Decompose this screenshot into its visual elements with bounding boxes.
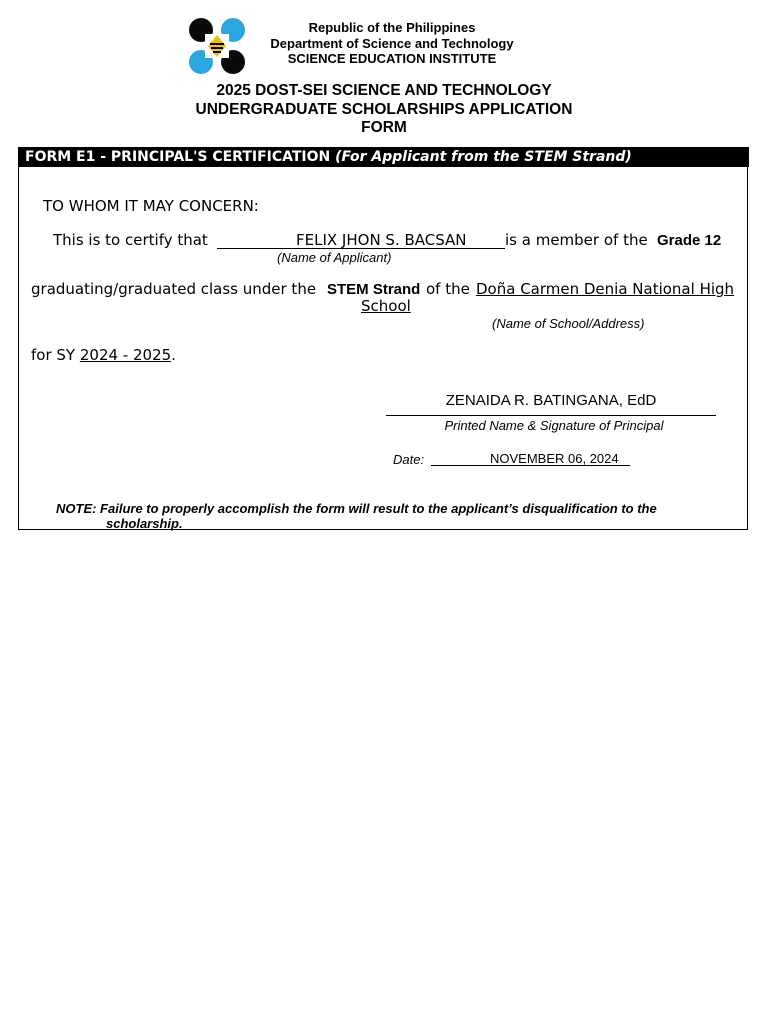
class-prefix: graduating/graduated class under the: [31, 280, 317, 298]
sy-prefix: for SY: [31, 346, 76, 364]
title-line-2: UNDERGRADUATE SCHOLARSHIPS APPLICATION: [195, 101, 573, 118]
school-name-line-1: Doña Carmen Denia National High: [476, 280, 735, 298]
form-section-label: FORM E1 - PRINCIPAL'S CERTIFICATION: [25, 149, 336, 165]
certify-prefix: This is to certify that: [53, 231, 208, 249]
note-line-1: NOTE: Failure to properly accomplish the form will result to the applicant’s disqualification to the: [56, 501, 657, 516]
applicant-name-field: [217, 231, 505, 249]
school-name-line-2: School: [361, 297, 411, 315]
signature-line: [386, 415, 716, 416]
salutation: TO WHOM IT MAY CONCERN:: [43, 197, 259, 215]
applicant-name: FELIX JHON S. BACSAN: [296, 231, 467, 249]
title-line-1: 2025 DOST-SEI SCIENCE AND TECHNOLOGY: [216, 82, 552, 99]
principal-name: ZENAIDA R. BATINGANA, EdD: [445, 392, 657, 409]
strand-label: STEM Strand: [327, 281, 421, 298]
of-the-label: of the: [426, 280, 470, 298]
note-line-2: scholarship.: [106, 516, 183, 531]
certify-mid: is a member of the: [505, 231, 648, 249]
form-section-bar: [18, 147, 749, 167]
grade-label: Grade 12: [657, 232, 722, 249]
applicant-caption: (Name of Applicant): [277, 250, 392, 265]
sy-suffix: .: [171, 346, 176, 364]
principal-caption: Printed Name & Signature of Principal: [444, 418, 664, 433]
date-label: Date:: [393, 452, 425, 467]
title-line-3: FORM: [361, 119, 407, 136]
institute-label: SCIENCE EDUCATION INSTITUTE: [287, 51, 497, 66]
republic-label: Republic of the Philippines: [308, 20, 476, 35]
school-caption: (Name of School/Address): [492, 316, 645, 331]
department-label: Department of Science and Technology: [270, 36, 514, 51]
date-value: NOVEMBER 06, 2024: [490, 451, 619, 466]
form-section-label-italic: (For Applicant from the STEM Strand): [335, 149, 632, 165]
date-field: [431, 450, 630, 466]
sy-value: 2024 - 2025: [79, 346, 172, 364]
